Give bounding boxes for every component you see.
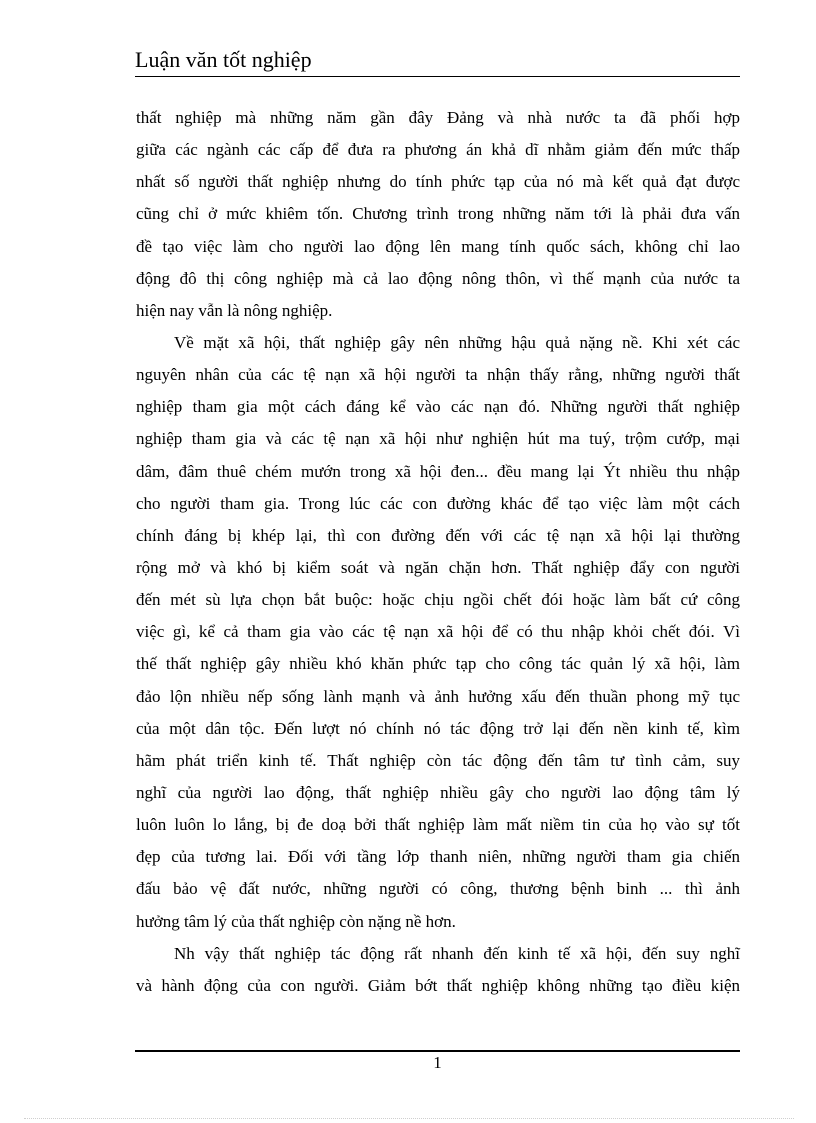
paragraph-line: giữa các ngành các cấp để đưa ra phương án khả dĩ nhằm giảm đến mức thấp bbox=[136, 140, 740, 160]
paragraph-line: rộng mở và khó bị kiểm soát và ngăn chặn hơn. Thất nghiệp đẩy con người bbox=[136, 557, 740, 577]
paragraph-line: nghĩ của người lao động, thất nghiệp nhiều gây cho người lao động tâm lý bbox=[136, 782, 740, 802]
paragraph-line: và hành động của con người. Giảm bớt thất nghiệp không những tạo điều kiện bbox=[136, 975, 740, 995]
paragraph-line: Về mặt xã hội, thất nghiệp gây nên những hậu quả nặng nề. Khi xét các bbox=[174, 332, 740, 352]
paragraph-line: động đô thị công nghiệp mà cả lao động nông thôn, vì thế mạnh của nước ta bbox=[136, 268, 740, 288]
header-divider bbox=[135, 76, 740, 77]
document-body bbox=[136, 102, 740, 1002]
paragraph-line: nghiệp tham gia và các tệ nạn xã hội như nghiện hút ma tuý, trộm cướp, mại bbox=[136, 429, 740, 449]
paragraph-line: cũng chỉ ở mức khiêm tốn. Chương trình trong những năm tới là phải đưa vấn bbox=[136, 204, 740, 224]
paragraph-line: Nh vậy thất nghiệp tác động rất nhanh đến kinh tế xã hội, đến suy nghĩ bbox=[174, 943, 740, 963]
paragraph-line: hiện nay vẫn là nông nghiệp. bbox=[136, 300, 333, 320]
paragraph-line: thất nghiệp mà những năm gần đây Đảng và nhà nước ta đã phối hợp bbox=[136, 108, 740, 127]
paragraph-line: việc gì, kể cả tham gia vào các tệ nạn xã hội để có thu nhập khỏi chết đói. Vì bbox=[136, 622, 740, 642]
paragraph-line: nguyên nhân của các tệ nạn xã hội người ta nhận thấy rằng, những người thất bbox=[136, 365, 740, 385]
paragraph-line: đến mét sù lựa chọn bắt buộc: hoặc chịu ngồi chết đói hoặc làm bất cứ công bbox=[136, 590, 740, 610]
paragraph-line: dâm, đâm thuê chém mướn trong xã hội đen... đều mang lại Ýt nhiều thu nhập bbox=[136, 461, 740, 481]
page-number: 1 bbox=[433, 1053, 442, 1072]
paragraph-line: đề tạo việc làm cho người lao động lên mang tính quốc sách, không chỉ lao bbox=[136, 236, 740, 256]
paragraph-line: nhất số người thất nghiệp nhưng do tính phức tạp của nó mà kết quả đạt được bbox=[136, 172, 740, 192]
paragraph-line: cho người tham gia. Trong lúc các con đường khác để tạo việc làm một cách bbox=[136, 493, 740, 513]
paragraph-line: đấu bảo vệ đất nước, những người có công, thương bệnh binh ... thì ảnh bbox=[136, 879, 740, 899]
paragraph-line: thế thất nghiệp gây nhiều khó khăn phức tạp cho công tác quản lý xã hội, làm bbox=[136, 654, 740, 674]
page-boundary-line bbox=[24, 1118, 794, 1119]
paragraph-line: hãm phát triển kinh tế. Thất nghiệp còn tác động đến tâm tư tình cảm, suy bbox=[136, 750, 740, 770]
paragraph-line: luôn luôn lo lắng, bị đe doạ bởi thất nghiệp làm mất niềm tin của họ vào sự tốt bbox=[136, 815, 740, 835]
paragraph-line: của một dân tộc. Đến lượt nó chính nó tác động trở lại đến nền kinh tế, kìm bbox=[136, 718, 740, 738]
paragraph-line: nghiệp tham gia một cách đáng kể vào các nạn đó. Những người thất nghiệp bbox=[136, 397, 740, 417]
paragraph-line: đảo lộn nhiều nếp sống lành mạnh và ảnh hưởng xấu đến thuần phong mỹ tục bbox=[136, 686, 740, 706]
paragraph-line: hưởng tâm lý của thất nghiệp còn nặng nề hơn. bbox=[136, 911, 456, 931]
page-header-title: Luận văn tốt nghiệp bbox=[135, 47, 312, 72]
paragraph-line: chính đáng bị khép lại, thì con đường đến với các tệ nạn xã hội lại thường bbox=[136, 525, 740, 545]
paragraph-line: đẹp của tương lai. Đối với tầng lớp thanh niên, những người tham gia chiến bbox=[136, 847, 740, 867]
